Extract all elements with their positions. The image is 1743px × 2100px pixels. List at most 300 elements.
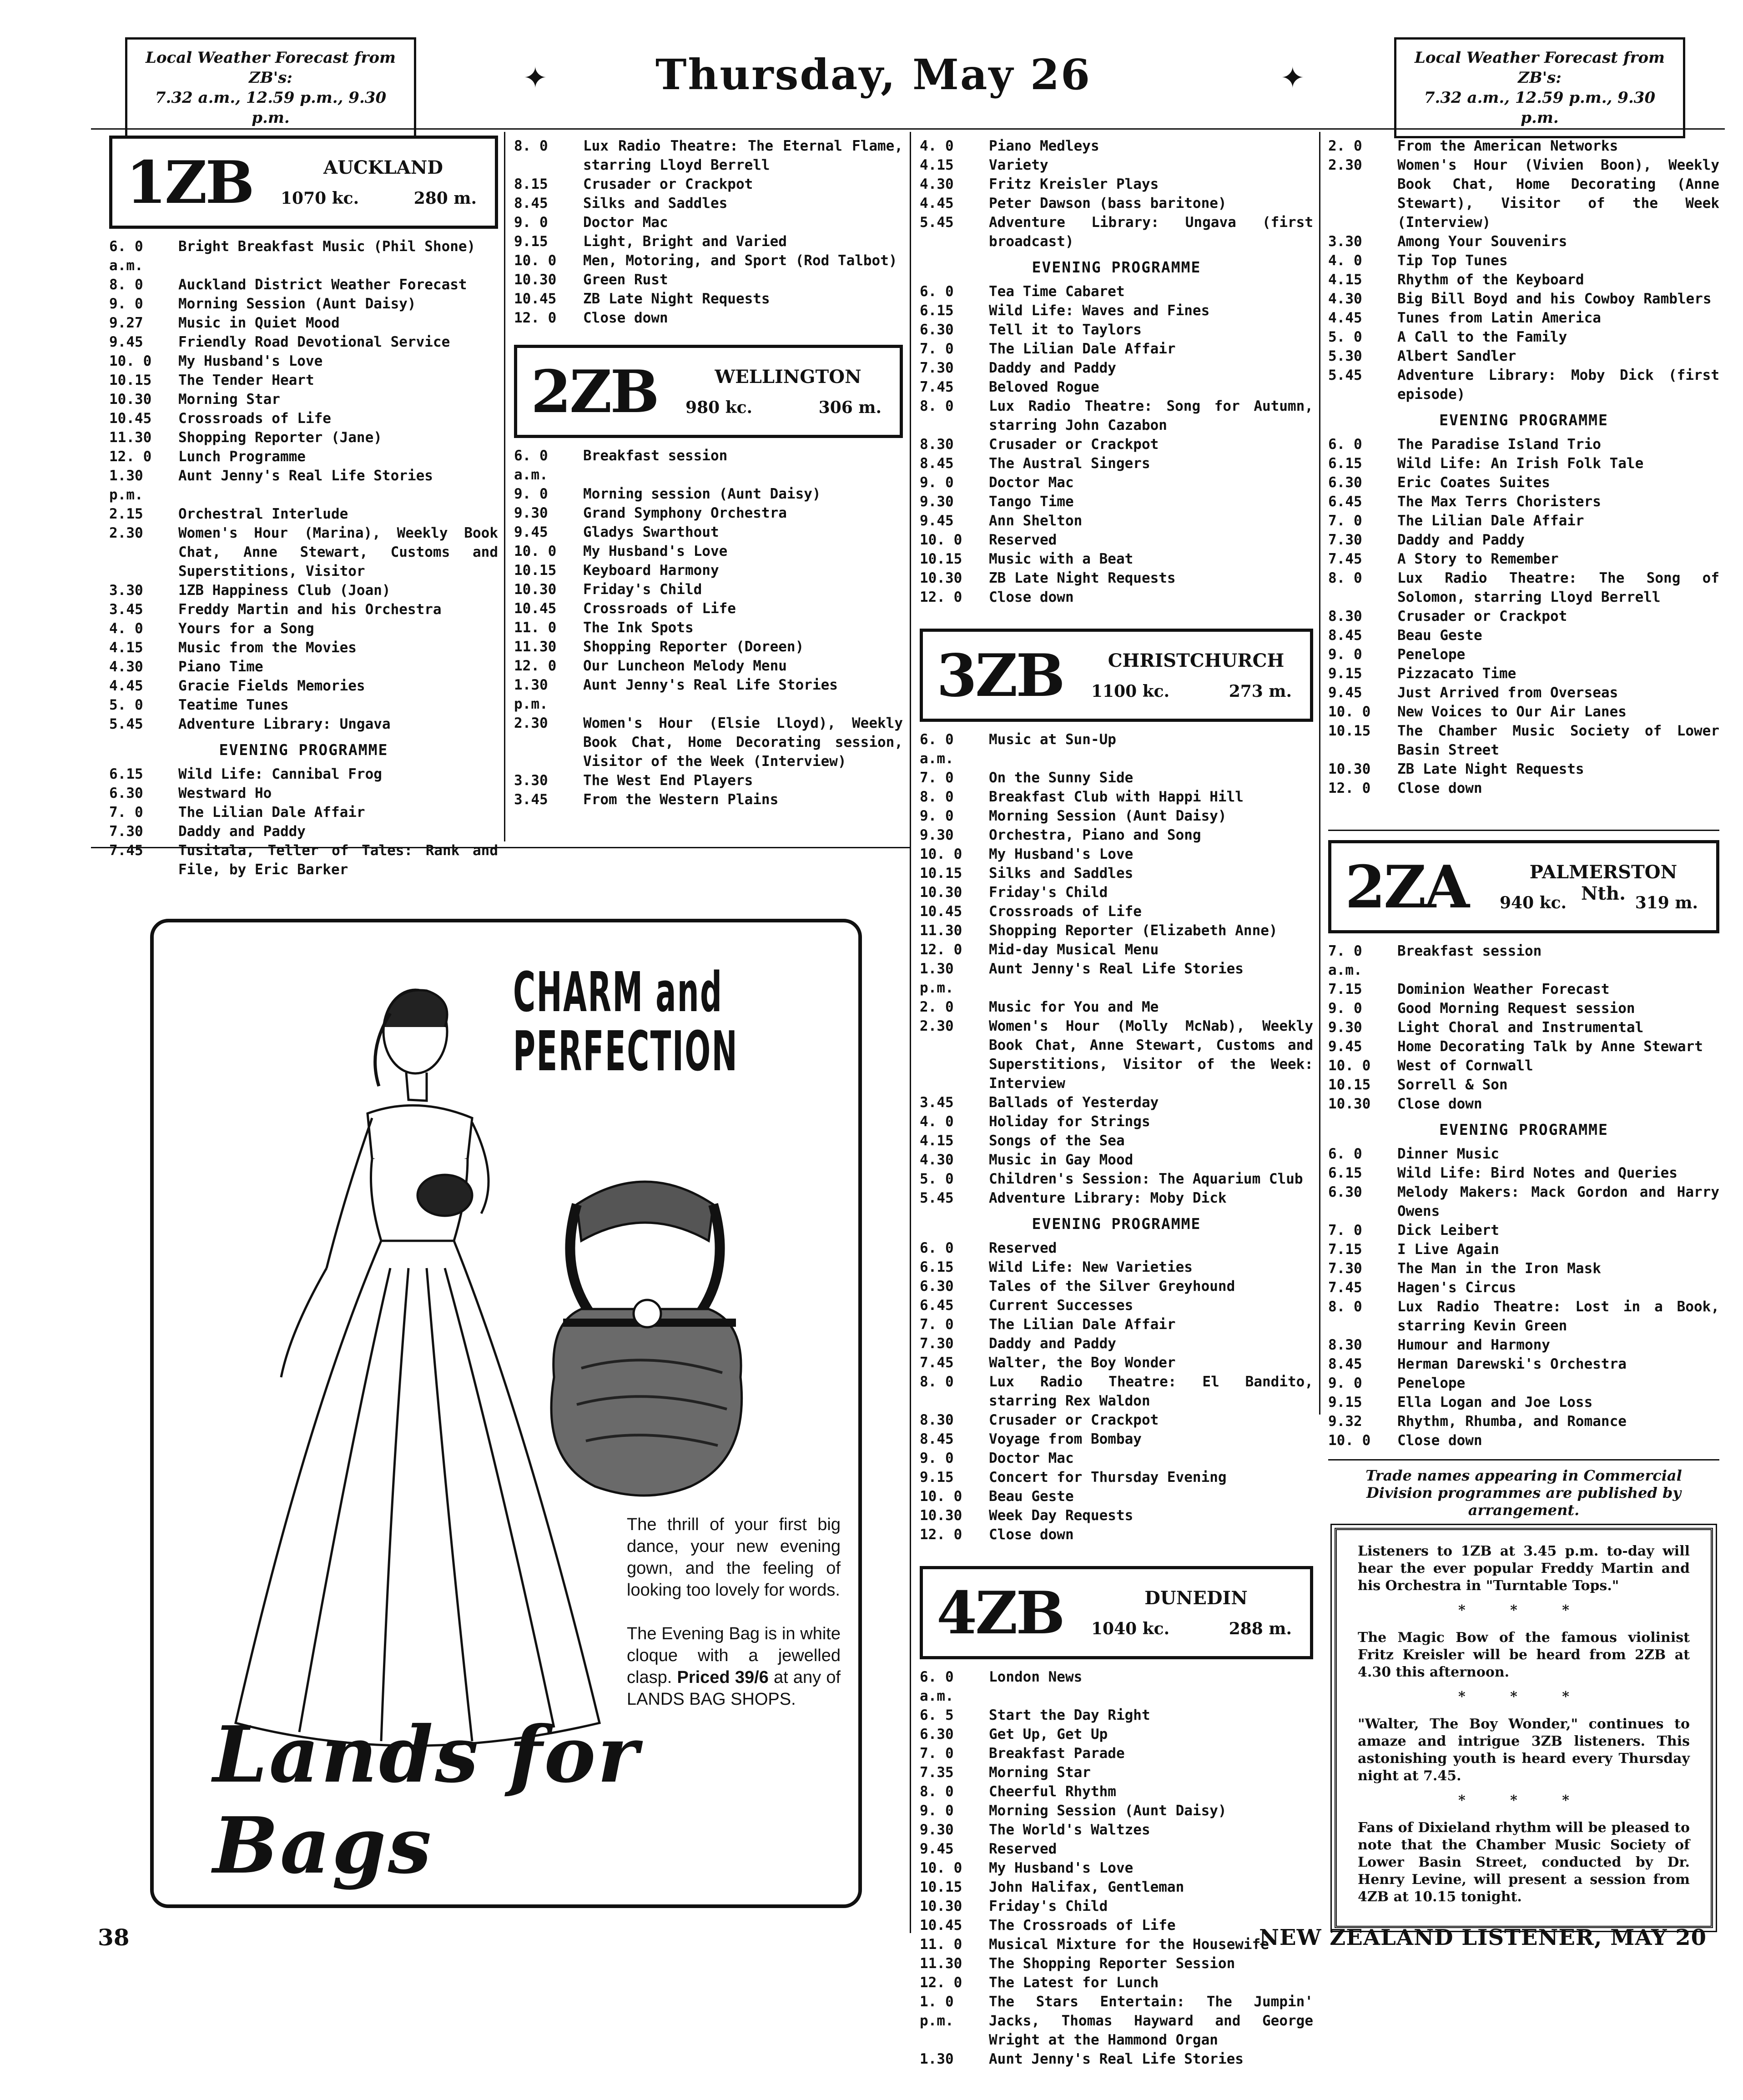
schedule-programme: Voyage from Bombay <box>989 1431 1142 1447</box>
schedule-programme: Our Luncheon Melody Menu <box>583 658 787 674</box>
header-rule <box>91 128 1725 130</box>
schedule-time: 5. 0 <box>109 697 143 713</box>
schedule-row <box>514 599 903 618</box>
schedule-programme: Beau Geste <box>989 1488 1074 1505</box>
weather-line-1: Local Weather Forecast from ZB's: <box>145 49 396 87</box>
schedule-row <box>920 435 1313 454</box>
schedule-row <box>920 492 1313 511</box>
schedule-row <box>1328 1094 1719 1113</box>
station-call-sign: 1ZB <box>126 149 253 217</box>
schedule-row <box>109 294 498 313</box>
schedule-programme: Music at Sun-Up <box>989 731 1116 748</box>
schedule-time: 2.30 <box>1328 157 1362 173</box>
schedule-time: 7.35 <box>920 1764 954 1781</box>
schedule-time: 7.45 <box>1328 551 1362 567</box>
schedule-programme: From the American Networks <box>1397 138 1618 154</box>
schedule-row <box>1328 454 1719 473</box>
schedule-programme: Shopping Reporter (Doreen) <box>583 639 804 655</box>
schedule-programme: Tusitala, Teller of Tales: Rank and File, by Eric Barker <box>178 842 498 878</box>
schedule-time: 2. 0 <box>1328 138 1362 154</box>
schedule-time: 10.30 <box>514 581 557 598</box>
schedule-programme: Piano Medleys <box>989 138 1099 154</box>
schedule-time: 9.30 <box>1328 1019 1362 1036</box>
schedule-time: 9.15 <box>920 1469 954 1486</box>
schedule-programme: Current Successes <box>989 1297 1133 1314</box>
schedule-time: 5.45 <box>920 1190 954 1206</box>
schedule-programme: The World's Waltzes <box>989 1822 1150 1838</box>
schedule-time: 4.15 <box>920 157 954 173</box>
schedule-programme: Women's Hour (Marina), Weekly Book Chat, Anne Stewart, Customs and Superstitions, Visitor <box>178 525 498 579</box>
schedule-row <box>920 588 1313 607</box>
schedule-time: 6.30 <box>920 1726 954 1742</box>
schedule-time: 4.30 <box>920 1152 954 1168</box>
schedule-time: 10.45 <box>920 903 962 920</box>
schedule-time: 10.15 <box>109 372 152 388</box>
schedule-programme: My Husband's Love <box>583 543 728 559</box>
schedule-row <box>920 902 1313 921</box>
schedule-time: 8.30 <box>1328 608 1362 624</box>
schedule-programme: Just Arrived from Overseas <box>1397 685 1618 701</box>
schedule-time: 10. 0 <box>514 252 557 269</box>
schedule-row <box>1328 366 1719 404</box>
schedule-row <box>514 251 903 270</box>
schedule-time: 6. 0 a.m. <box>514 448 548 483</box>
schedule-row <box>920 1430 1313 1449</box>
schedule-row <box>920 1820 1313 1839</box>
schedule-programme: Penelope <box>1397 1375 1466 1391</box>
schedule-row <box>920 1468 1313 1487</box>
schedule-time: 7.30 <box>920 360 954 376</box>
schedule-programme: Wild Life: Waves and Fines <box>989 302 1210 319</box>
schedule-row <box>514 446 903 484</box>
schedule-time: 9. 0 <box>109 296 143 312</box>
schedule-row <box>920 1131 1313 1150</box>
schedule-row <box>109 332 498 352</box>
station-city: DUNEDIN <box>1144 1587 1248 1609</box>
schedule-time: 4.30 <box>109 659 143 675</box>
schedule-row <box>920 473 1313 492</box>
schedule-row <box>1328 1221 1719 1240</box>
column-3 <box>920 136 1313 2069</box>
schedule-programme: Orchestra, Piano and Song <box>989 827 1201 843</box>
schedule-row <box>514 270 903 289</box>
schedule-time: 6. 0 <box>920 283 954 300</box>
schedule-programme: Doctor Mac <box>989 474 1074 491</box>
schedule-row <box>514 637 903 656</box>
schedule-time: 4.45 <box>109 678 143 694</box>
schedule-row <box>920 1801 1313 1820</box>
station-frequency: 940 kc. <box>1500 893 1567 912</box>
schedule-row <box>920 1487 1313 1506</box>
schedule-programme: Week Day Requests <box>989 1507 1133 1524</box>
ornament-left-icon: ✦ <box>523 61 548 95</box>
schedule-row <box>920 1725 1313 1744</box>
schedule-time: 3.30 <box>514 772 548 789</box>
schedule-programme: Friday's Child <box>989 1898 1108 1914</box>
schedule-time: 9.27 <box>109 315 143 331</box>
schedule-programme: Rhythm of the Keyboard <box>1397 272 1584 288</box>
schedule-time: 10.45 <box>514 291 557 307</box>
schedule-row <box>920 1188 1313 1208</box>
schedule-programme: Rhythm, Rhumba, and Romance <box>1397 1413 1627 1430</box>
schedule-row <box>109 371 498 390</box>
schedule-time: 10.45 <box>109 410 152 427</box>
schedule-programme: The Paradise Island Trio <box>1397 436 1601 453</box>
schedule-programme: Music in Gay Mood <box>989 1152 1133 1168</box>
schedule-programme: Songs of the Sea <box>989 1133 1125 1149</box>
schedule-programme: Crusader or Crackpot <box>989 436 1159 453</box>
station-city: AUCKLAND <box>323 157 443 178</box>
schedule-programme: The Chamber Music Society of Lower Basin Street <box>1397 723 1719 758</box>
schedule-time: 8.45 <box>1328 627 1362 644</box>
schedule-time: 2.30 <box>920 1018 954 1034</box>
schedule-row <box>514 561 903 580</box>
schedule-time: 4.15 <box>109 640 143 656</box>
schedule-time: 5. 0 <box>920 1171 954 1187</box>
schedule-row <box>920 1973 1313 1992</box>
schedule-programme: Women's Hour (Vivien Boon), Weekly Book Chat, Home Decorating (Anne Stewart), Visitor of the Week (Interview) <box>1397 157 1719 231</box>
schedule-row <box>1328 702 1719 721</box>
schedule-time: 9. 0 <box>514 486 548 502</box>
schedule-time: 4. 0 <box>109 620 143 637</box>
schedule-time: 10. 0 <box>1328 1432 1371 1449</box>
schedule-programme: Crusader or Crackpot <box>989 1412 1159 1428</box>
schedule-time: 3.45 <box>109 601 143 618</box>
trade-names-note: Trade names appearing in Commercial Division programmes are published by arrangement. <box>1365 1467 1682 1519</box>
schedule-row <box>1328 645 1719 664</box>
schedule-row <box>920 530 1313 549</box>
schedule-programme: Tunes from Latin America <box>1397 310 1601 326</box>
column-divider <box>1319 132 1320 1415</box>
schedule-row <box>1328 683 1719 702</box>
schedule-time: 6.15 <box>1328 1165 1362 1181</box>
schedule-row <box>514 618 903 637</box>
schedule-time: 12. 0 <box>920 942 962 958</box>
schedule-programme: Morning Session (Aunt Daisy) <box>989 808 1227 824</box>
schedule-time: 9.45 <box>1328 685 1362 701</box>
separator-stars: * * * <box>1458 1689 1589 1705</box>
schedule-row <box>514 308 903 327</box>
schedule-programme: The Austral Singers <box>989 455 1150 472</box>
schedule-programme: Daddy and Paddy <box>1397 532 1525 548</box>
schedule-row <box>1328 779 1719 798</box>
schedule-programme: The Latest for Lunch <box>989 1974 1159 1991</box>
schedule-programme: ZB Late Night Requests <box>989 570 1176 586</box>
schedule-programme: Friendly Road Devotional Service <box>178 334 450 350</box>
evening-heading: EVENING PROGRAMME <box>1032 258 1201 276</box>
schedule-row <box>920 826 1313 845</box>
schedule-time: 1.30 p.m. <box>920 961 954 996</box>
schedule-time: 6. 0 <box>1328 436 1362 453</box>
schedule-time: 8.15 <box>514 176 548 192</box>
schedule-time: 7.45 <box>109 842 143 859</box>
schedule-row <box>109 524 498 581</box>
schedule-row <box>109 715 498 734</box>
schedule-time: 9. 0 <box>1328 1375 1362 1391</box>
schedule-programme: Westward Ho <box>178 785 272 801</box>
station-box-2za <box>1328 840 1719 933</box>
schedule-row <box>920 358 1313 378</box>
schedule-time: 10.30 <box>109 391 152 408</box>
schedule-programme: Walter, the Boy Wonder <box>989 1355 1176 1371</box>
schedule-time: 9.15 <box>1328 665 1362 682</box>
schedule-time: 1.30 p.m. <box>514 677 548 712</box>
schedule-row <box>920 1258 1313 1277</box>
schedule-time: 7.45 <box>1328 1279 1362 1296</box>
schedule-time: 10. 0 <box>1328 1058 1371 1074</box>
schedule-programme: London News <box>989 1669 1083 1685</box>
schedule-programme: The Stars Entertain: The Jumpin' Jacks, Thomas Hayward and George Wright at the Hammond Organ <box>989 1994 1313 2048</box>
schedule-row <box>1328 549 1719 569</box>
schedule-programme: Teatime Tunes <box>178 697 289 713</box>
weather-line-2: 7.32 a.m., 12.59 p.m., 9.30 p.m. <box>155 89 387 127</box>
schedule-row <box>920 301 1313 320</box>
schedule-programme: Lux Radio Theatre: The Eternal Flame, starring Lloyd Berrell <box>583 138 903 173</box>
schedule-row <box>1328 1431 1719 1450</box>
station-frequency: 1070 kc. <box>281 189 359 208</box>
schedule-programme: Wild Life: Bird Notes and Queries <box>1397 1165 1678 1181</box>
schedule-row <box>920 175 1313 194</box>
ad-headline-line-2: PERFECTION <box>513 1020 739 1083</box>
schedule-row <box>514 771 903 790</box>
schedule-row <box>514 790 903 809</box>
schedule-time: 9. 0 <box>920 474 954 491</box>
schedule-programme: Adventure Library: Moby Dick <box>989 1190 1227 1206</box>
schedule-row <box>514 504 903 523</box>
schedule-time: 4.30 <box>1328 291 1362 307</box>
schedule-time: 4. 0 <box>920 1113 954 1130</box>
schedule-programme: Tea Time Cabaret <box>989 283 1125 300</box>
woman-in-gown-illustration <box>236 990 599 1746</box>
weather-line-2: 7.32 a.m., 12.59 p.m., 9.30 p.m. <box>1424 89 1656 127</box>
schedule-time: 7. 0 <box>920 1745 954 1762</box>
schedule-programme: My Husband's Love <box>178 353 323 369</box>
station-city: CHRISTCHURCH <box>1108 650 1285 671</box>
schedule-row <box>920 213 1313 251</box>
schedule-row <box>109 428 498 447</box>
schedule-time: 7. 0 <box>109 804 143 821</box>
schedule-programme: Gracie Fields Memories <box>178 678 365 694</box>
schedule-time: 4.15 <box>920 1133 954 1149</box>
station-frequency: 980 kc. <box>685 398 753 417</box>
schedule-time: 4.45 <box>920 195 954 212</box>
schedule-time: 7.45 <box>920 1355 954 1371</box>
schedule-row <box>920 940 1313 959</box>
schedule-programme: Good Morning Request session <box>1397 1000 1635 1017</box>
schedule-programme: Albert Sandler <box>1397 348 1516 364</box>
note-paragraph: "Walter, The Boy Wonder," continues to amaze and intrigue 3ZB listeners. This astonishing youth is heard every Thursday night at 7.45. <box>1358 1716 1690 1784</box>
schedule-programme: Crossroads of Life <box>178 410 331 427</box>
station-wavelength: 280 m. <box>413 189 477 208</box>
schedule-time: 8.30 <box>920 436 954 453</box>
schedule-time: 8. 0 <box>1328 1299 1362 1315</box>
schedule-row <box>920 1239 1313 1258</box>
schedule-programme: Wild Life: New Varieties <box>989 1259 1193 1275</box>
schedule-programme: Ella Logan and Joe Loss <box>1397 1394 1593 1410</box>
note-paragraph: Listeners to 1ZB at 3.45 p.m. to-day will hear the ever popular Freddy Martin and his Orchestra in "Turntable Tops." <box>1358 1543 1690 1594</box>
schedule-time: 8. 0 <box>1328 570 1362 586</box>
evening-heading: EVENING PROGRAMME <box>1439 411 1608 429</box>
evening-heading: EVENING PROGRAMME <box>219 741 388 759</box>
schedule-row <box>1328 1259 1719 1278</box>
schedule-programme: The Lilian Dale Affair <box>989 1316 1176 1333</box>
schedule-row <box>1328 980 1719 999</box>
schedule-row <box>1328 1163 1719 1183</box>
schedule-row <box>1328 1278 1719 1297</box>
schedule-programme: Light Choral and Instrumental <box>1397 1019 1644 1036</box>
schedule-programme: Among Your Souvenirs <box>1397 233 1567 250</box>
note-paragraph: Fans of Dixieland rhythm will be pleased to note that the Chamber Music Society of Lower Basin Street, conducted by Dr. Henry Levine, will present a session from 4ZB at 10.15 tonight. <box>1358 1820 1690 1905</box>
schedule-row <box>920 787 1313 806</box>
schedule-programme: Morning Star <box>178 391 280 408</box>
schedule-row <box>1328 327 1719 347</box>
schedule-programme: Ballads of Yesterday <box>989 1094 1159 1111</box>
schedule-time: 9. 0 <box>920 1450 954 1466</box>
station-call-sign: 2ZA <box>1345 853 1468 922</box>
ad-headline <box>513 963 738 1082</box>
schedule-time: 5.45 <box>920 214 954 231</box>
schedule-row <box>920 1506 1313 1525</box>
station-wavelength: 273 m. <box>1229 682 1292 701</box>
schedule-row <box>1328 435 1719 454</box>
schedule-list <box>109 237 498 734</box>
schedule-time: 6. 0 <box>1328 1146 1362 1162</box>
schedule-row <box>1328 1075 1719 1094</box>
evening-heading: EVENING PROGRAMME <box>1439 1121 1608 1138</box>
station-call-sign: 4ZB <box>937 1579 1063 1647</box>
schedule-programme: Mid-day Musical Menu <box>989 942 1159 958</box>
schedule-programme: Gladys Swarthout <box>583 524 719 540</box>
schedule-row <box>1328 473 1719 492</box>
schedule-programme: Humour and Harmony <box>1397 1337 1550 1353</box>
ad-copy-1: The thrill of your first big dance, your new evening gown, and the feeling of looking too lovely for words. <box>627 1515 841 1600</box>
schedule-row <box>109 619 498 638</box>
schedule-time: 7. 0 <box>1328 513 1362 529</box>
schedule-row <box>920 339 1313 358</box>
schedule-time: 3.30 <box>109 582 143 599</box>
schedule-row <box>920 511 1313 530</box>
schedule-programme: On the Sunny Side <box>989 770 1133 786</box>
schedule-row <box>109 676 498 695</box>
schedule-row <box>514 656 903 675</box>
column-2 <box>514 136 903 809</box>
schedule-programme: Beloved Rogue <box>989 379 1099 395</box>
schedule-row <box>514 136 903 175</box>
schedule-programme: Eric Coates Suites <box>1397 474 1550 491</box>
schedule-programme: Orchestral Interlude <box>178 506 348 522</box>
schedule-time: 8. 0 <box>109 277 143 293</box>
column-1 <box>109 132 498 879</box>
schedule-row <box>514 175 903 194</box>
page-title: Thursday, May 26 <box>655 50 1092 99</box>
schedule-programme: I Live Again <box>1397 1241 1499 1258</box>
schedule-time: 12. 0 <box>514 310 557 326</box>
schedule-row <box>1328 1335 1719 1355</box>
schedule-time: 10.45 <box>514 600 557 617</box>
schedule-row <box>1328 308 1719 327</box>
schedule-programme: Concert for Thursday Evening <box>989 1469 1227 1486</box>
schedule-time: 9.45 <box>920 513 954 529</box>
schedule-row <box>514 542 903 561</box>
schedule-time: 10. 0 <box>109 353 152 369</box>
schedule-programme: Peter Dawson (bass baritone) <box>989 195 1227 212</box>
schedule-programme: Bright Breakfast Music (Phil Shone) <box>178 238 476 255</box>
schedule-row <box>1328 999 1719 1018</box>
schedule-programme: Silks and Saddles <box>989 865 1133 881</box>
schedule-row <box>920 1706 1313 1725</box>
schedule-time: 7.45 <box>920 379 954 395</box>
schedule-programme: The Max Terrs Choristers <box>1397 494 1601 510</box>
schedule-programme: Shopping Reporter (Elizabeth Anne) <box>989 922 1278 939</box>
schedule-programme: New Voices to Our Air Lanes <box>1397 704 1627 720</box>
station-wavelength: 288 m. <box>1229 1619 1292 1638</box>
page-number: 38 <box>98 1924 130 1951</box>
schedule-time: 9.30 <box>920 827 954 843</box>
schedule-time: 4. 0 <box>920 138 954 154</box>
schedule-time: 8. 0 <box>920 1374 954 1390</box>
schedule-time: 12. 0 <box>109 448 152 465</box>
schedule-time: 10.15 <box>514 562 557 579</box>
schedule-programme: Crossroads of Life <box>989 903 1142 920</box>
schedule-time: 6.45 <box>920 1297 954 1314</box>
schedule-row <box>109 784 498 803</box>
schedule-time: 9. 0 <box>920 1803 954 1819</box>
evening-bag-illustration <box>551 1182 742 1496</box>
schedule-row <box>1328 232 1719 251</box>
schedule-time: 9.45 <box>109 334 143 350</box>
listener-notes-box <box>1335 1528 1713 1928</box>
schedule-programme: Hagen's Circus <box>1397 1279 1516 1296</box>
station-box-1zb <box>109 136 498 229</box>
schedule-row <box>109 638 498 657</box>
schedule-row <box>920 136 1313 156</box>
schedule-row <box>1328 1412 1719 1431</box>
schedule-time: 8.45 <box>920 455 954 472</box>
schedule-row <box>1328 569 1719 607</box>
schedule-list <box>1328 435 1719 798</box>
station-frequency: 1040 kc. <box>1091 1619 1170 1638</box>
schedule-time: 10. 0 <box>1328 704 1371 720</box>
schedule-time: 10.30 <box>920 570 962 586</box>
schedule-time: 10.30 <box>920 884 962 901</box>
schedule-programme: From the Western Plains <box>583 791 779 808</box>
schedule-programme: The West End Players <box>583 772 753 789</box>
ad-copy-2a: The Evening Bag is in white cloque with a jewelled clasp. <box>627 1624 841 1687</box>
schedule-row <box>920 378 1313 397</box>
schedule-list <box>514 446 903 809</box>
schedule-row <box>514 484 903 504</box>
schedule-row <box>1328 1393 1719 1412</box>
separator-stars: * * * <box>1458 1793 1589 1808</box>
schedule-programme: Breakfast Parade <box>989 1745 1125 1762</box>
schedule-time: 9.45 <box>920 1841 954 1857</box>
schedule-time: 9. 0 <box>920 808 954 824</box>
schedule-programme: Breakfast session <box>583 448 728 464</box>
schedule-programme: Sorrell & Son <box>1397 1077 1508 1093</box>
schedule-row <box>1328 664 1719 683</box>
schedule-time: 4.15 <box>1328 272 1362 288</box>
station-wavelength: 319 m. <box>1635 893 1698 912</box>
schedule-row <box>1328 270 1719 289</box>
schedule-programme: John Halifax, Gentleman <box>989 1879 1184 1895</box>
schedule-time: 4. 0 <box>1328 252 1362 269</box>
schedule-time: 6.15 <box>920 1259 954 1275</box>
schedule-row <box>109 657 498 676</box>
schedule-time: 7. 0 <box>920 770 954 786</box>
schedule-time: 8.30 <box>1328 1337 1362 1353</box>
schedule-programme: Adventure Library: Moby Dick (first episode) <box>1397 367 1719 403</box>
schedule-programme: Lux Radio Theatre: The Song of Solomon, starring Lloyd Berrell <box>1397 570 1719 605</box>
